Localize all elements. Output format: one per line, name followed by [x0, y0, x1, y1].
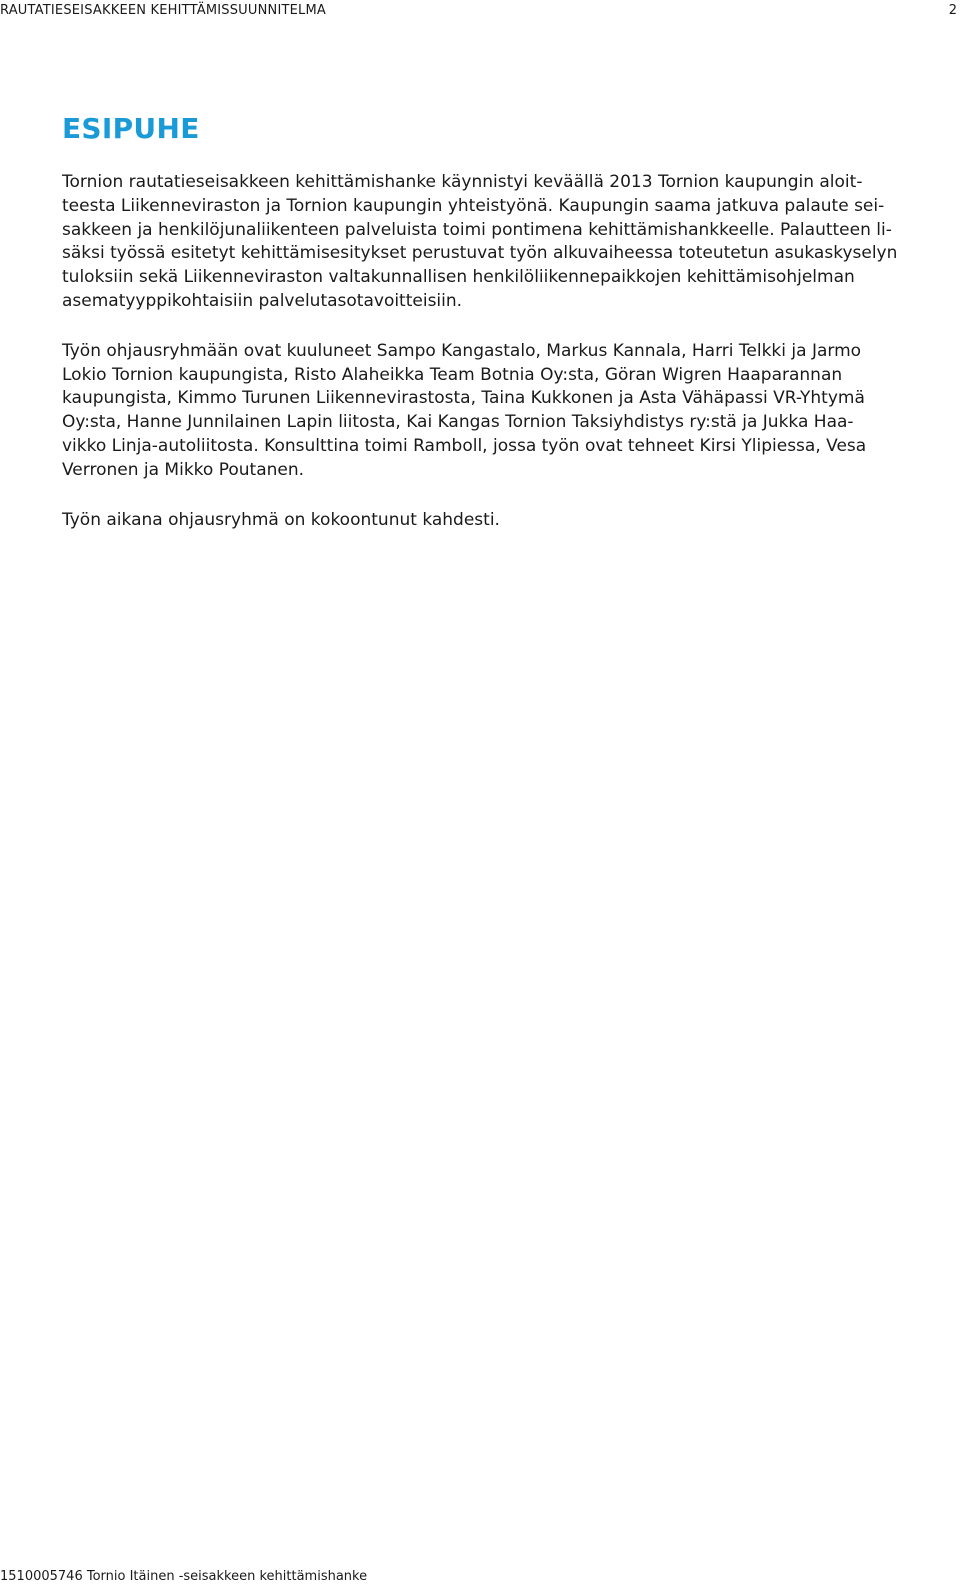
text-line: Verronen ja Mikko Poutanen. — [62, 459, 305, 480]
footer-project-line: 1510005746 Tornio Itäinen -seisakkeen kehittämishanke — [0, 1569, 368, 1584]
text-line: Tornion rautatieseisakkeen kehittämishanke käynnistyi keväällä 2013 Tornion kaupungin aloit- — [62, 172, 863, 192]
page-number: 2 — [948, 3, 957, 18]
text-line: kaupungista, Kimmo Turunen Liikennevirastosta, Taina Kukkonen ja Asta Vähäpassi VR-Yhtymä — [62, 388, 865, 409]
body-text — [62, 171, 952, 558]
text-line: teesta Liikenneviraston ja Tornion kaupungin yhteistyönä. Kaupungin saama jatkuva palaute sei- — [62, 195, 885, 216]
paragraph-intro — [62, 171, 952, 314]
text-line: Oy:sta, Hanne Junnilainen Lapin liitosta, Kai Kangas Tornion Taksiyhdistys ry:stä ja Jukka Haa- — [62, 412, 854, 433]
text-line: Lokio Tornion kaupungista, Risto Alaheikka Team Botnia Oy:sta, Göran Wigren Haaparannan — [62, 364, 843, 385]
paragraph-steering-group — [62, 340, 952, 483]
text-line: asematyyppikohtaisiin palvelutasotavoitteisiin. — [62, 290, 463, 311]
running-header-title: RAUTATIESEISAKKEEN KEHITTÄMISSUUNNITELMA — [0, 3, 326, 18]
text-line: vikko Linja-autoliitosta. Konsulttina toimi Ramboll, jossa työn ovat tehneet Kirsi Ylipiessa, Vesa — [62, 435, 867, 456]
text-line: säksi työssä esitetyt kehittämisesitykset perustuvat työn alkuvaiheessa toteutetun asukaskyselyn — [62, 243, 898, 264]
section-heading: ESIPUHE — [62, 112, 200, 145]
paragraph-meetings — [62, 509, 952, 533]
text-line: tuloksiin sekä Liikenneviraston valtakunnallisen henkilöliikennepaikkojen kehittämisohjelman — [62, 267, 855, 288]
text-line: Työn aikana ohjausryhmä on kokoontunut kahdesti. — [62, 509, 500, 530]
text-line: sakkeen ja henkilöjunaliikenteen palveluista toimi pontimena kehittämishankkeelle. Palautteen li- — [62, 219, 892, 240]
text-line: Työn ohjausryhmään ovat kuuluneet Sampo Kangastalo, Markus Kannala, Harri Telkki ja Jarmo — [62, 340, 862, 361]
